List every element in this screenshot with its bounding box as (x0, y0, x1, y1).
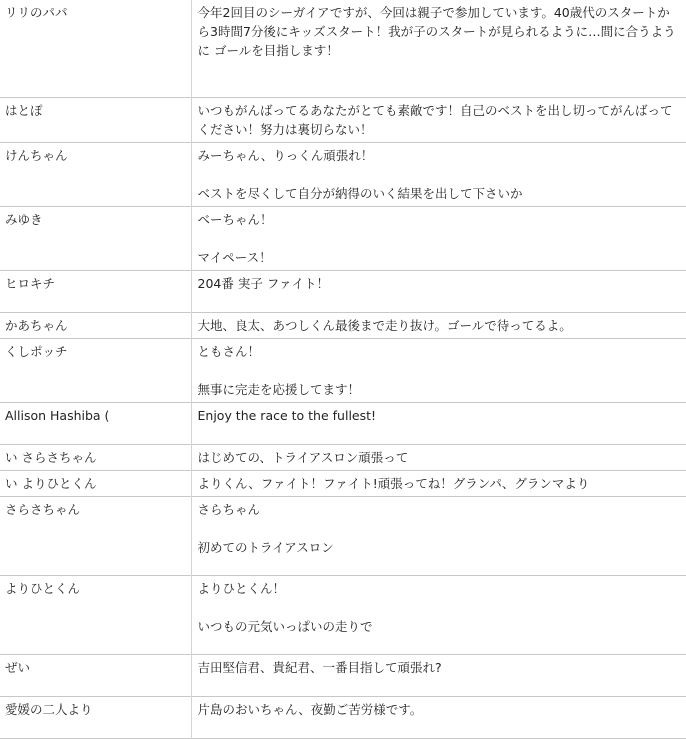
message-text: 吉田堅信君、貴紀君、一番目指して頑張れ? (197, 659, 442, 675)
sender-name: ヒロキチ (0, 270, 191, 312)
message-text: よりひとくん！ いつもの元気いっぱいの走りで (197, 580, 373, 634)
message-text: みーちゃん、りっくん頑張れ！ ベストを尽くして自分が納得のいく結果を出して下さいか (197, 147, 523, 201)
table-row (0, 654, 686, 696)
message-text: Enjoy the race to the fullest! (197, 407, 377, 423)
table-row (0, 470, 686, 496)
sender-name: リリのパパ (0, 0, 191, 97)
message-text: 片島のおいちゃん、夜勤ご苦労様です。 (197, 701, 423, 717)
sender-name: かあちゃん (0, 312, 191, 338)
table-row (0, 444, 686, 470)
table-row (0, 312, 686, 338)
table-row (0, 496, 686, 575)
table-row (0, 206, 686, 270)
message-text: 大地、良太、あつしくん最後まで走り抜け。ゴールで待ってるよ。 (197, 317, 572, 333)
table-row (0, 402, 686, 444)
sender-name: はとぽ (0, 97, 191, 142)
message-text: ともさん！ 無事に完走を応援してます！ (197, 343, 361, 397)
sender-name: Allison Hashiba ( (0, 402, 191, 444)
table-row (0, 0, 686, 97)
message-text: さらちゃん 初めてのトライアスロン (197, 501, 334, 555)
message-text: はじめての、トライアスロン頑張って (197, 449, 409, 465)
sender-name: い さらさちゃん (0, 444, 191, 470)
table-row (0, 97, 686, 142)
sender-name: さらさちゃん (0, 496, 191, 575)
message-text: ベーちゃん！ マイペース！ (197, 211, 273, 265)
message-text: 今年2回目のシーガイアですが、今回は親子で参加しています。40歳代のスタートから3時間7分後にキッズスタート！我が子のスタートが見られるように…間に合うように ゴールを目指します！ (197, 5, 676, 58)
sender-name: い よりひとくん (0, 470, 191, 496)
message-text: いつもがんばってるあなたがとても素敵です！自己のベストを出し切ってがんばってください！努力は裏切らない！ (197, 102, 673, 137)
table-row (0, 142, 686, 206)
message-text: よりくん、ファイト！ファイト!頑張ってね！グランパ、グランマより (197, 475, 590, 491)
table-row (0, 338, 686, 402)
sender-name: 愛媛の二人より (0, 696, 191, 738)
message-text: 204番 実子 ファイト！ (197, 275, 330, 291)
table-row (0, 696, 686, 738)
sender-name: けんちゃん (0, 142, 191, 206)
sender-name: くしポッチ (0, 338, 191, 402)
sender-name: ぜい (0, 654, 191, 696)
table-row (0, 575, 686, 654)
table-row (0, 270, 686, 312)
sender-name: よりひとくん (0, 575, 191, 654)
sender-name: みゆき (0, 206, 191, 270)
